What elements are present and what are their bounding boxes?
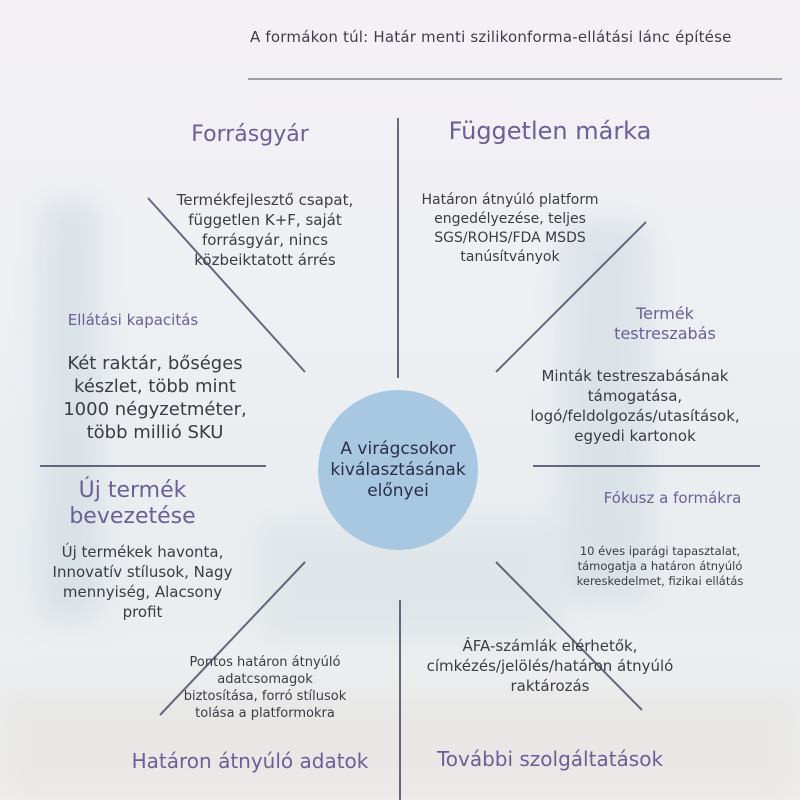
section-title-ellatasi-kapacitas: Ellátási kapacitás	[67, 311, 199, 329]
section-title-tovabbi: További szolgáltatások	[436, 747, 664, 771]
section-text-fokusz: 10 éves iparági tapasztalat, támogatja a határon átnyúló kereskedelmet, fizikai ellátás	[576, 544, 744, 588]
section-title-hataron-adatok: Határon átnyúló adatok	[131, 749, 369, 773]
section-text-hataron-adatok: Pontos határon átnyúló adatcsomagok biztosítása, forró stílusok tolása a platformokra	[183, 655, 347, 721]
section-text-termek-testreszabas: Minták testreszabásának támogatása, logó/feldolgozás/utasítások, egyedi kartonok	[530, 367, 740, 445]
section-title-forrasgyar: Forrásgyár	[191, 122, 309, 147]
section-title-fuggetlen-marka: Független márka	[448, 117, 652, 145]
section-text-uj-termek: Új termékek havonta, Innovatív stílusok, Nagy mennyiség, Alacsony profit	[52, 543, 233, 621]
section-title-fokusz: Fókusz a formákra	[603, 489, 742, 507]
section-title-uj-termek: Új termék bevezetése	[69, 478, 196, 529]
section-text-forrasgyar: Termékfejlesztő csapat, független K+F, saját forrásgyár, nincs közbeiktatott árrés	[176, 191, 354, 269]
section-title-termek-testreszabas: Termék testreszabás	[614, 304, 716, 343]
section-text-fuggetlen-marka: Határon átnyúló platform engedélyezése, teljes SGS/ROHS/FDA MSDS tanúsítványok	[421, 192, 599, 265]
page-title: A formákon túl: Határ menti szilikonforma-ellátási lánc építése	[250, 28, 732, 46]
center-text: A virágcsokor kiválasztásának előnyei	[330, 438, 466, 501]
section-text-tovabbi: ÁFA-számlák elérhetők, címkézés/jelölés/határon átnyúló raktározás	[426, 637, 674, 695]
section-text-ellatasi-kapacitas: Két raktár, bőséges készlet, több mint 1000 négyzetméter, több millió SKU	[63, 353, 247, 443]
center-hub	[318, 390, 478, 550]
